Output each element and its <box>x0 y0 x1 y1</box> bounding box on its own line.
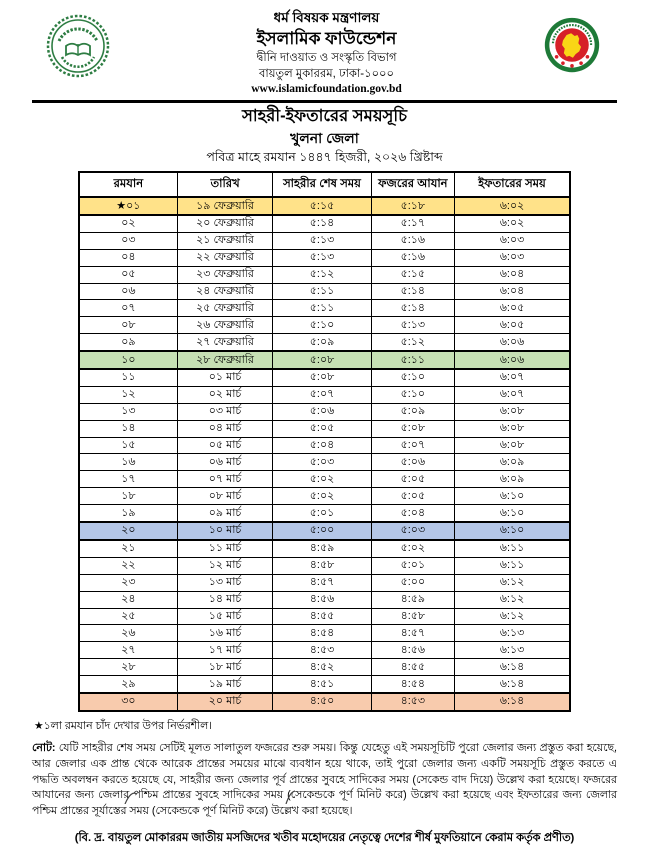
cell-iftar-time: ৬:০৭ <box>455 386 570 403</box>
cell-date: ১৯ মার্চ <box>177 676 273 693</box>
table-header-row <box>79 172 570 197</box>
timetable-body <box>79 197 570 711</box>
cell-sahri-end-time: ৪:৫৯ <box>273 540 371 557</box>
header-divider <box>32 100 617 103</box>
cell-date: ০২ মার্চ <box>177 386 273 403</box>
cell-sahri-end-time: ৫:০২ <box>273 471 371 488</box>
cell-ramadan-day: ১৬ <box>79 454 177 471</box>
table-row <box>79 197 570 215</box>
cell-date: ১২ মার্চ <box>177 557 273 574</box>
cell-fajr-azan-time: ৫:১৮ <box>371 197 454 215</box>
star-footnote: ★১লা রমযান চাঁদ দেখার উপর নির্ভরশীল। <box>34 719 213 732</box>
cell-iftar-time: ৬:০৩ <box>455 232 570 249</box>
col-header-date: তারিখ <box>177 172 273 197</box>
website-url: www.islamicfoundation.gov.bd <box>251 82 402 95</box>
cell-iftar-time: ৬:০২ <box>455 197 570 215</box>
table-row <box>79 659 570 676</box>
cell-fajr-azan-time: ৪:৫৮ <box>371 608 454 625</box>
cell-sahri-end-time: ৫:১০ <box>273 317 371 334</box>
cell-ramadan-day: ২৭ <box>79 642 177 659</box>
table-row <box>79 334 570 351</box>
department-name: দ্বীনি দাওয়াত ও সংস্কৃতি বিভাগ <box>256 52 397 65</box>
table-row <box>79 249 570 266</box>
cell-sahri-end-time: ৪:৫৪ <box>273 625 371 642</box>
cell-date: ২৬ ফেব্রুয়ারি <box>177 317 273 334</box>
cell-sahri-end-time: ৫:১২ <box>273 266 371 283</box>
cell-fajr-azan-time: ৫:০৯ <box>371 403 454 420</box>
cell-date: ১৬ মার্চ <box>177 625 273 642</box>
cell-iftar-time: ৬:১০ <box>455 488 570 505</box>
table-row <box>79 608 570 625</box>
table-row <box>79 232 570 249</box>
cell-sahri-end-time: ৫:০৩ <box>273 454 371 471</box>
cell-iftar-time: ৬:০৬ <box>455 351 570 369</box>
cell-sahri-end-time: ৫:০৮ <box>273 351 371 369</box>
cell-date: ০১ মার্চ <box>177 369 273 386</box>
table-row <box>79 642 570 659</box>
cell-iftar-time: ৬:১৪ <box>455 659 570 676</box>
bangladesh-government-emblem-icon <box>543 16 601 74</box>
cell-ramadan-day: ৩০ <box>79 693 177 711</box>
cell-sahri-end-time: ৫:১৫ <box>273 197 371 215</box>
cell-fajr-azan-time: ৫:১৪ <box>371 283 454 300</box>
table-row <box>79 488 570 505</box>
islamic-foundation-logo-icon <box>46 14 110 78</box>
table-row <box>79 437 570 454</box>
cell-date: ১৭ মার্চ <box>177 642 273 659</box>
col-header-fajr-azan: ফজরের আযান <box>371 172 454 197</box>
cell-ramadan-day: ২৬ <box>79 625 177 642</box>
table-row <box>79 557 570 574</box>
cell-ramadan-day: ১১ <box>79 369 177 386</box>
cell-ramadan-day: ২৮ <box>79 659 177 676</box>
cell-ramadan-day: ১৯ <box>79 505 177 522</box>
cell-date: ০৪ মার্চ <box>177 420 273 437</box>
cell-fajr-azan-time: ৫:০৭ <box>371 437 454 454</box>
cell-iftar-time: ৬:১৪ <box>455 693 570 711</box>
note-label: নোট: <box>32 741 56 754</box>
cell-sahri-end-time: ৫:০৭ <box>273 386 371 403</box>
cell-ramadan-day: ২৫ <box>79 608 177 625</box>
cell-sahri-end-time: ৪:৫৩ <box>273 642 371 659</box>
cell-iftar-time: ৬:০৫ <box>455 300 570 317</box>
cell-fajr-azan-time: ৫:০৪ <box>371 505 454 522</box>
table-row <box>79 266 570 283</box>
cell-sahri-end-time: ৫:১১ <box>273 300 371 317</box>
cell-ramadan-day: ১৪ <box>79 420 177 437</box>
cell-date: ২৫ ফেব্রুয়ারি <box>177 300 273 317</box>
cell-ramadan-day: ২৪ <box>79 591 177 608</box>
cell-fajr-azan-time: ৫:১৭ <box>371 215 454 232</box>
table-row <box>79 403 570 420</box>
cell-iftar-time: ৬:০৬ <box>455 334 570 351</box>
cell-fajr-azan-time: ৫:০০ <box>371 574 454 591</box>
cell-ramadan-day: ১০ <box>79 351 177 369</box>
cell-ramadan-day: ০৫ <box>79 266 177 283</box>
cell-iftar-time: ৬:০২ <box>455 215 570 232</box>
cell-date: ২৭ ফেব্রুয়ারি <box>177 334 273 351</box>
cell-fajr-azan-time: ৫:০৬ <box>371 454 454 471</box>
cell-ramadan-day: ২১ <box>79 540 177 557</box>
signature-strokes <box>0 788 649 804</box>
cell-sahri-end-time: ৪:৫১ <box>273 676 371 693</box>
cell-iftar-time: ৬:০৮ <box>455 420 570 437</box>
table-row <box>79 386 570 403</box>
ramadan-timetable <box>78 171 571 712</box>
cell-ramadan-day: ০২ <box>79 215 177 232</box>
cell-fajr-azan-time: ৫:১২ <box>371 334 454 351</box>
cell-iftar-time: ৬:০৫ <box>455 317 570 334</box>
cell-date: ২২ ফেব্রুয়ারি <box>177 249 273 266</box>
cell-iftar-time: ৬:০৯ <box>455 454 570 471</box>
note-text: যেটি সাহরীর শেষ সময় সেটিই মূলত সালাতুল ফজরের শুরু সময়। কিন্তু যেহেতু এই সময়সূচিটি পুরো জেলার জন্য প্রস্তুত করা হয়েছে, আর জেলার এক প্রান্ত থেকে আরেক প্রান্তের সময়ের মাঝে ব্যবধান হয়ে থাকে, তাই পুরো জেলার জন্য একটি সময়সূচি প্রস্তুত করতে এ পদ্ধতি অবলম্বন করতে হয়েছে যে, সাহরীর জন্য জেলার পূর্ব প্রান্তের সুবহে সাদিকের সময় (সেকেন্ড বাদ দিয়ে) উল্লেখ করা হয়েছে। ফজরের আযানের জন্য জেলার পশ্চিম প্রান্তের সুবহে সাদিকের সময় (সেকেন্ডকে পূর্ণ মিনিট করে) উল্লেখ করা হয়েছে এবং ইফতারের জন্য জেলার পশ্চিম প্রান্তের সূর্যাস্তের সময় (সেকেন্ডকে পূর্ণ মিনিট করে) উল্লেখ করা হয়েছে। <box>32 741 617 818</box>
cell-fajr-azan-time: ৫:০১ <box>371 557 454 574</box>
cell-sahri-end-time: ৫:০২ <box>273 488 371 505</box>
cell-iftar-time: ৬:১৩ <box>455 625 570 642</box>
cell-ramadan-day: ★০১ <box>79 197 177 215</box>
cell-fajr-azan-time: ৪:৫৪ <box>371 676 454 693</box>
table-row <box>79 317 570 334</box>
cell-sahri-end-time: ৫:০৬ <box>273 403 371 420</box>
page-title: সাহরী-ইফতারের সময়সূচি <box>241 107 408 126</box>
cell-ramadan-day: ২০ <box>79 522 177 540</box>
cell-iftar-time: ৬:১১ <box>455 540 570 557</box>
letterhead-text <box>110 8 543 96</box>
cell-date: ২০ ফেব্রুয়ারি <box>177 215 273 232</box>
cell-iftar-time: ৬:০৪ <box>455 266 570 283</box>
cell-sahri-end-time: ৫:০৯ <box>273 334 371 351</box>
cell-fajr-azan-time: ৪:৫৫ <box>371 659 454 676</box>
cell-fajr-azan-time: ৫:১৫ <box>371 266 454 283</box>
credit-line: (বি. দ্র. বায়তুল মোকাররম জাতীয় মসজিদের খতীব মহোদয়ের নেতৃত্বে দেশের শীর্ষ মুফতিয়ানে কেরাম কর্তৃক প্রণীত) <box>74 832 575 845</box>
cell-sahri-end-time: ৫:০৫ <box>273 420 371 437</box>
cell-sahri-end-time: ৫:১৪ <box>273 215 371 232</box>
cell-date: ০৫ মার্চ <box>177 437 273 454</box>
cell-ramadan-day: ১২ <box>79 386 177 403</box>
cell-fajr-azan-time: ৫:০৮ <box>371 420 454 437</box>
cell-sahri-end-time: ৪:৫৮ <box>273 557 371 574</box>
cell-ramadan-day: ২৯ <box>79 676 177 693</box>
cell-sahri-end-time: ৫:১৩ <box>273 232 371 249</box>
table-row <box>79 693 570 711</box>
cell-date: ২৩ ফেব্রুয়ারি <box>177 266 273 283</box>
cell-date: ১৯ ফেব্রুয়ারি <box>177 197 273 215</box>
cell-date: ১৪ মার্চ <box>177 591 273 608</box>
table-row <box>79 522 570 540</box>
cell-date: ০৩ মার্চ <box>177 403 273 420</box>
cell-iftar-time: ৬:১২ <box>455 608 570 625</box>
table-row <box>79 300 570 317</box>
cell-sahri-end-time: ৪:৫২ <box>273 659 371 676</box>
cell-ramadan-day: ০৭ <box>79 300 177 317</box>
cell-ramadan-day: ২৩ <box>79 574 177 591</box>
cell-sahri-end-time: ৫:১৩ <box>273 249 371 266</box>
cell-ramadan-day: ১৫ <box>79 437 177 454</box>
cell-iftar-time: ৬:০৮ <box>455 437 570 454</box>
cell-sahri-end-time: ৪:৫৫ <box>273 608 371 625</box>
cell-date: ০৮ মার্চ <box>177 488 273 505</box>
cell-ramadan-day: ০৮ <box>79 317 177 334</box>
cell-date: ১৩ মার্চ <box>177 574 273 591</box>
cell-fajr-azan-time: ৫:০৫ <box>371 488 454 505</box>
cell-fajr-azan-time: ৫:০৩ <box>371 522 454 540</box>
cell-sahri-end-time: ৫:০১ <box>273 505 371 522</box>
table-row <box>79 574 570 591</box>
table-row <box>79 351 570 369</box>
table-row <box>79 471 570 488</box>
table-row <box>79 283 570 300</box>
note-paragraph <box>32 741 617 820</box>
cell-fajr-azan-time: ৫:১৬ <box>371 232 454 249</box>
cell-iftar-time: ৬:১১ <box>455 557 570 574</box>
cell-iftar-time: ৬:০৩ <box>455 249 570 266</box>
cell-fajr-azan-time: ৫:১০ <box>371 369 454 386</box>
title-block <box>32 106 617 165</box>
cell-sahri-end-time: ৫:০৪ <box>273 437 371 454</box>
cell-date: ১০ মার্চ <box>177 522 273 540</box>
cell-ramadan-day: ১৭ <box>79 471 177 488</box>
cell-date: ২০ মার্চ <box>177 693 273 711</box>
cell-fajr-azan-time: ৪:৫৯ <box>371 591 454 608</box>
table-row <box>79 591 570 608</box>
cell-date: ১৮ মার্চ <box>177 659 273 676</box>
table-row <box>79 676 570 693</box>
cell-iftar-time: ৬:১০ <box>455 505 570 522</box>
cell-date: ০৯ মার্চ <box>177 505 273 522</box>
cell-ramadan-day: ১৮ <box>79 488 177 505</box>
cell-fajr-azan-time: ৫:১০ <box>371 386 454 403</box>
cell-ramadan-day: ০৯ <box>79 334 177 351</box>
cell-fajr-azan-time: ৪:৫৭ <box>371 625 454 642</box>
cell-sahri-end-time: ৫:১১ <box>273 283 371 300</box>
address-line: বায়তুল মুকাররম, ঢাকা-১০০০ <box>258 67 395 80</box>
col-header-iftar: ইফতারের সময় <box>455 172 570 197</box>
cell-iftar-time: ৬:০৭ <box>455 369 570 386</box>
cell-iftar-time: ৬:১২ <box>455 591 570 608</box>
col-header-sahri-end: সাহরীর শেষ সময় <box>273 172 371 197</box>
cell-fajr-azan-time: ৪:৫৩ <box>371 693 454 711</box>
cell-iftar-time: ৬:০৯ <box>455 471 570 488</box>
cell-fajr-azan-time: ৫:১১ <box>371 351 454 369</box>
cell-iftar-time: ৬:১৪ <box>455 676 570 693</box>
cell-sahri-end-time: ৪:৫০ <box>273 693 371 711</box>
cell-sahri-end-time: ৪:৫৬ <box>273 591 371 608</box>
cell-sahri-end-time: ৫:০০ <box>273 522 371 540</box>
cell-fajr-azan-time: ৫:০২ <box>371 540 454 557</box>
cell-ramadan-day: ০৪ <box>79 249 177 266</box>
cell-date: ০৬ মার্চ <box>177 454 273 471</box>
cell-ramadan-day: ০৬ <box>79 283 177 300</box>
table-row <box>79 420 570 437</box>
cell-ramadan-day: ২২ <box>79 557 177 574</box>
cell-iftar-time: ৬:০৪ <box>455 283 570 300</box>
table-row <box>79 454 570 471</box>
col-header-ramadan: রমযান <box>79 172 177 197</box>
cell-fajr-azan-time: ৫:১৬ <box>371 249 454 266</box>
cell-ramadan-day: ০৩ <box>79 232 177 249</box>
cell-date: ২৪ ফেব্রুয়ারি <box>177 283 273 300</box>
letterhead <box>32 8 617 96</box>
district-title: খুলনা জেলা <box>290 129 359 146</box>
table-row <box>79 215 570 232</box>
cell-fajr-azan-time: ৫:০৫ <box>371 471 454 488</box>
subtitle: পবিত্র মাহে রমযান ১৪৪৭ হিজরী, ২০২৬ খ্রিষ্টাব্দ <box>206 149 443 164</box>
cell-iftar-time: ৬:০৮ <box>455 403 570 420</box>
cell-iftar-time: ৬:১৩ <box>455 642 570 659</box>
cell-iftar-time: ৬:১২ <box>455 574 570 591</box>
cell-fajr-azan-time: ৫:১৪ <box>371 300 454 317</box>
cell-date: ১৫ মার্চ <box>177 608 273 625</box>
ministry-name: ধর্ম বিষয়ক মন্ত্রণালয় <box>273 10 380 25</box>
table-row <box>79 505 570 522</box>
table-row <box>79 540 570 557</box>
cell-date: ০৭ মার্চ <box>177 471 273 488</box>
cell-fajr-azan-time: ৪:৫৬ <box>371 642 454 659</box>
cell-date: ২৮ ফেব্রুয়ারি <box>177 351 273 369</box>
cell-date: ২১ ফেব্রুয়ারি <box>177 232 273 249</box>
table-row <box>79 369 570 386</box>
cell-fajr-azan-time: ৫:১৩ <box>371 317 454 334</box>
cell-date: ১১ মার্চ <box>177 540 273 557</box>
cell-sahri-end-time: ৪:৫৭ <box>273 574 371 591</box>
cell-ramadan-day: ১৩ <box>79 403 177 420</box>
cell-iftar-time: ৬:১০ <box>455 522 570 540</box>
table-row <box>79 625 570 642</box>
cell-sahri-end-time: ৫:০৮ <box>273 369 371 386</box>
organization-name: ইসলামিক ফাউন্ডেশন <box>256 28 397 48</box>
